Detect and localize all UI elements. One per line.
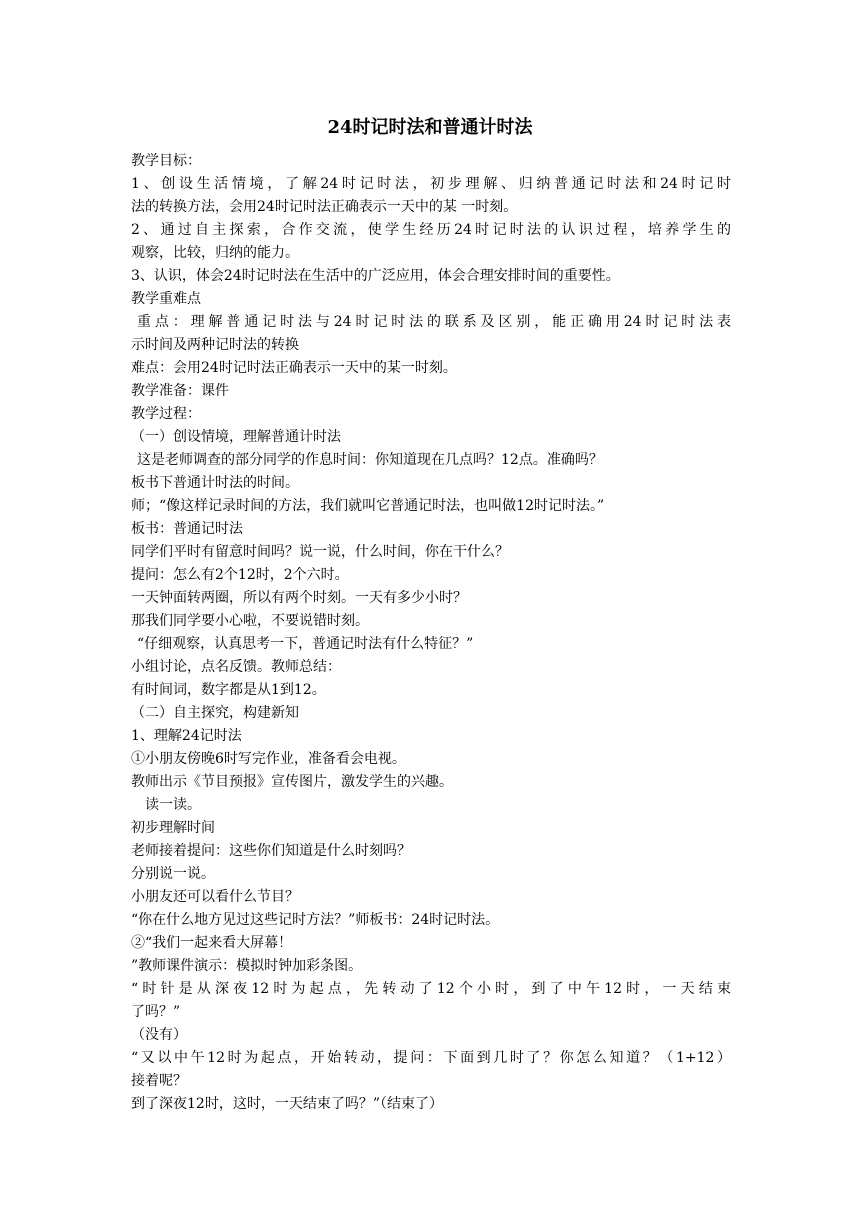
document-body: [131, 150, 731, 1116]
paragraph-line: 2、通过自主探索，合作交流，使学生经历24时记时法的认识过程，培养学生的: [131, 222, 731, 238]
paragraph-line: 那我们同学要小心啦，不要说错时刻。: [131, 613, 369, 629]
paragraph-line: 提问：怎么有2个12时，2个六时。: [131, 567, 349, 583]
section-heading: 教学过程：: [131, 406, 201, 422]
paragraph-line: 教师出示《节目预报》宣传图片，激发学生的兴趣。: [131, 774, 453, 790]
paragraph-line: 老师接着提问：这些你们知道是什么时刻吗？: [131, 843, 411, 859]
paragraph-line: “时针是从深夜12时为起点，先转动了12个小时，到了中午12时，一天结束: [131, 981, 731, 997]
paragraph-line: “你在什么地方见过这些记时方法？”师板书：24时记时法。: [131, 912, 500, 928]
paragraph-line: 法的转换方法，会用24时记时法正确表示一天中的某 一时刻。: [131, 199, 518, 215]
paragraph-line: 3、认识，体会24时记时法在生活中的广泛应用，体会合理安排时间的重要性。: [131, 268, 620, 284]
paragraph-line: 难点：会用24时记时法正确表示一天中的某一时刻。: [131, 360, 457, 376]
paragraph-line: 初步理解时间: [131, 820, 215, 836]
paragraph-line: 示时间及两种记时法的转换: [131, 337, 299, 353]
paragraph-line: ②“我们一起来看大屏幕！: [131, 935, 293, 951]
paragraph-line: 到了深夜12时，这时，一天结束了吗？”（结束了）: [131, 1096, 443, 1112]
paragraph-line: 同学们平时有留意时间吗？说一说，什么时间，你在干什么？: [131, 544, 509, 560]
paragraph-line: 小组讨论，点名反馈。教师总结：: [131, 659, 341, 675]
paragraph-line: 观察，比较，归纳的能力。: [131, 245, 299, 261]
paragraph-line: “又以中午12时为起点，开始转动，提问：下面到几时了？你怎么知道？（1+12）: [131, 1050, 731, 1066]
paragraph-line: “仔细观察，认真思考一下，普通记时法有什么特征？”: [137, 636, 474, 652]
paragraph-line: 师；“像这样记录时间的方法，我们就叫它普通记时法，也叫做12时记时法。”: [131, 498, 605, 514]
paragraph-line: 教学目标：: [131, 153, 201, 169]
paragraph-line: （没有）: [131, 1027, 187, 1043]
paragraph-line: 板书：普通记时法: [131, 521, 243, 537]
paragraph-line: 了吗？”: [131, 1004, 181, 1020]
paragraph-line: 重点：理解普通记时法与24时记时法的联系及区别，能正确用24时记时法表: [137, 314, 731, 330]
paragraph-line: 这是老师调查的部分同学的作息时间：你知道现在几点吗？12点。准确吗？: [137, 452, 603, 468]
paragraph-line: 分别说一说。: [131, 866, 215, 882]
paragraph-line: 教学准备：课件: [131, 383, 229, 399]
paragraph-line: 1、创设生活情境，了解24时记时法，初步理解、归纳普通记时法和24时记时: [131, 176, 731, 192]
paragraph-line: 小朋友还可以看什么节目？: [131, 889, 299, 905]
paragraph-line: 有时间词，数字都是从1到12。: [131, 682, 326, 698]
paragraph-line: 接着呢？: [131, 1073, 187, 1089]
paragraph-line: ”教师课件演示：模拟时钟加彩条图。: [131, 958, 363, 974]
section-heading: 教学重难点: [131, 291, 201, 307]
section-heading: （二）自主探究，构建新知: [131, 705, 299, 721]
paragraph-line: 读一读。: [145, 797, 201, 813]
section-heading: （一）创设情境，理解普通计时法: [131, 429, 341, 445]
document-title: 24时记时法和普通计时法: [327, 117, 533, 138]
section-heading: 1、理解24记时法: [131, 728, 242, 744]
paragraph-line: 板书下普通计时法的时间。: [131, 475, 299, 491]
paragraph-line: ①小朋友傍晚6时写完作业，准备看会电视。: [131, 751, 406, 767]
paragraph-line: 一天钟面转两圈，所以有两个时刻。一天有多少小时？: [131, 590, 467, 606]
